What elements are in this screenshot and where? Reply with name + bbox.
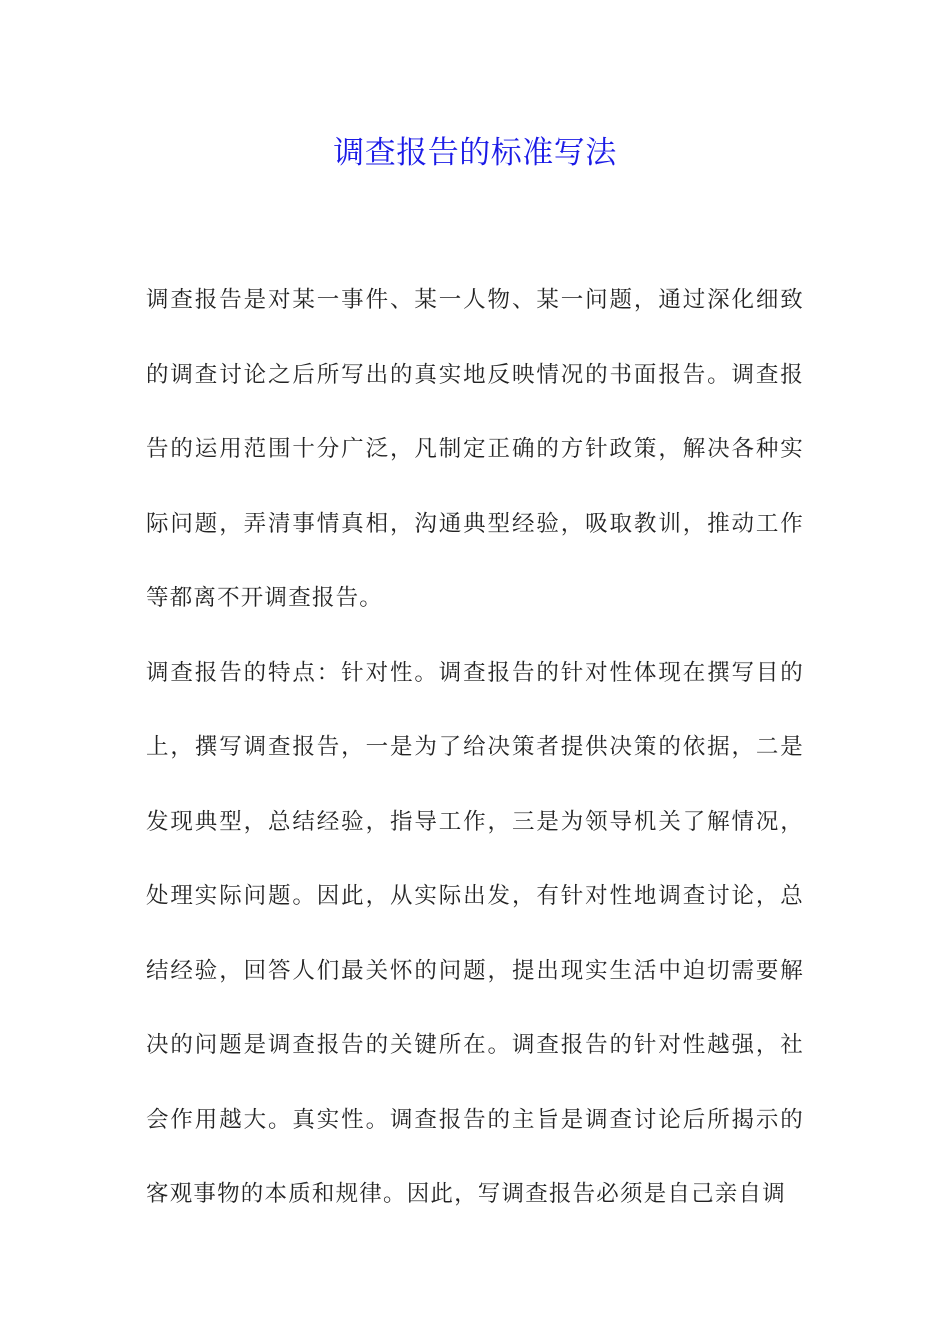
paragraph-intro: 调查报告是对某一事件、某一人物、某一问题，通过深化细致的调查讨论之后所写出的真实地反映情况的书面报告。调查报告的运用范围十分广泛，凡制定正确的方针政策，解决各种实际问题，弄清事情真相，沟通典型经验，吸取教训，推动工作等都离不开调查报告。 — [146, 287, 804, 611]
document-title: 调查报告的标准写法 — [333, 135, 617, 171]
document-body — [146, 263, 804, 1232]
paragraph-features: 调查报告的特点：针对性。调查报告的针对性体现在撰写目的上，撰写调查报告，一是为了给决策者提供决策的依据，二是发现典型，总结经验，指导工作，三是为领导机关了解情况，处理实际问题。因此，从实际出发，有针对性地调查讨论，总结经验，回答人们最关怀的问题，提出现实生活中迫切需要解决的问题是调查报告的关键所在。调查报告的针对性越强，社会作用越大。真实性。调查报告的主旨是调查讨论后所揭示的客观事物的本质和规律。因此，写调查报告必须是自己亲自调 — [146, 659, 804, 1207]
